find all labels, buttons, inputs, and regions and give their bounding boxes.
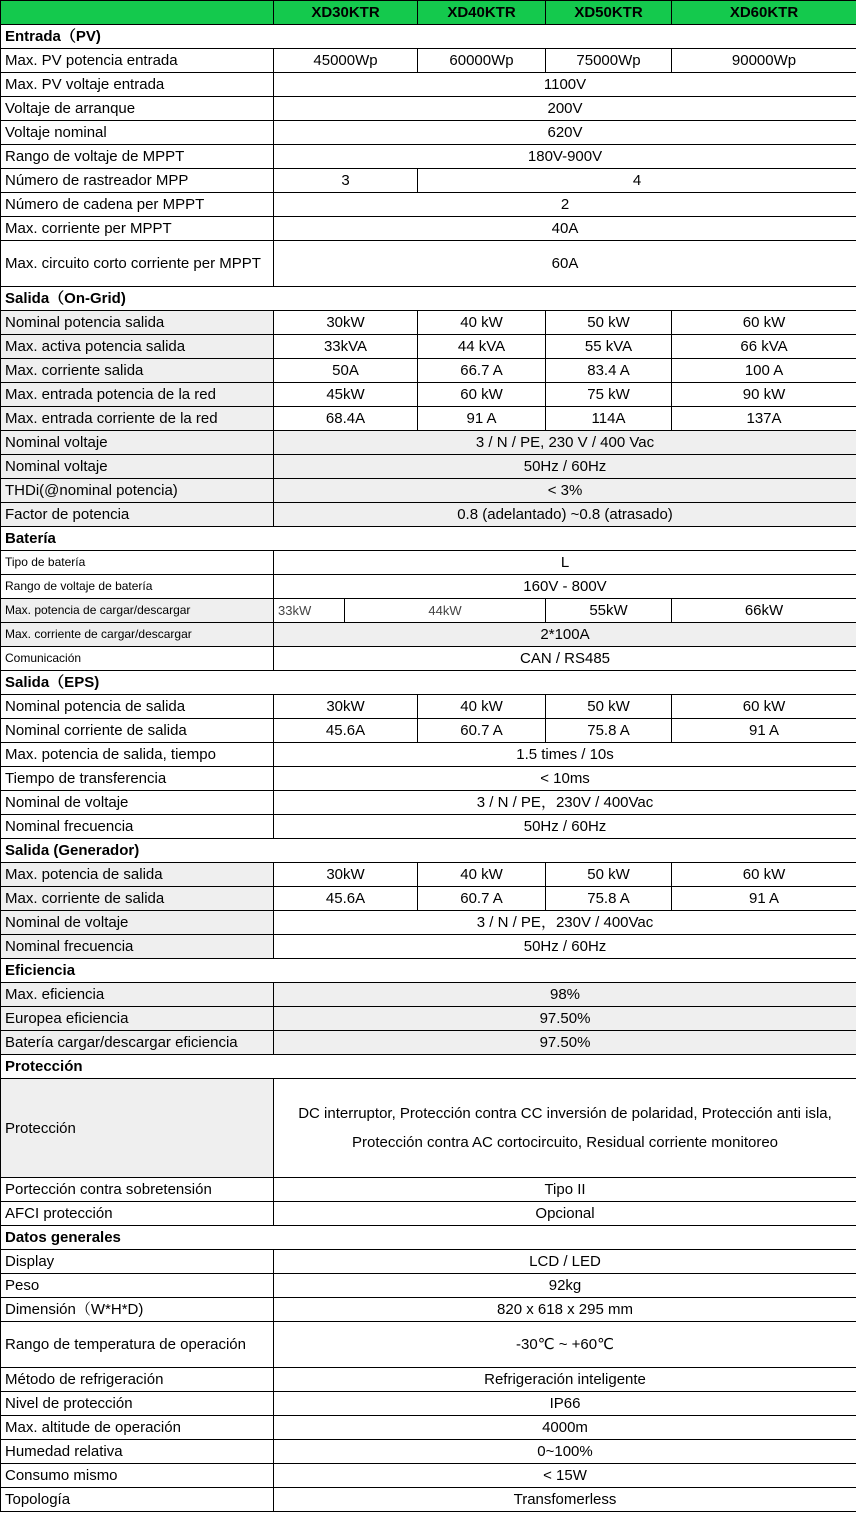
row-value: 200V (274, 97, 856, 121)
row-value: 30kW (274, 863, 418, 887)
table-row (1, 169, 856, 193)
row-label: Max. corriente salida (1, 359, 274, 383)
row-value: 620V (274, 121, 856, 145)
row-value: 1100V (274, 73, 856, 97)
row-value: 180V-900V (274, 145, 856, 169)
row-value: 60.7 A (418, 887, 546, 911)
table-row (1, 1392, 856, 1416)
row-label: Voltaje de arranque (1, 97, 274, 121)
row-label: Nominal potencia salida (1, 311, 274, 335)
table-row (1, 241, 856, 287)
row-value: IP66 (274, 1392, 856, 1416)
row-value: 75.8 A (546, 887, 672, 911)
table-row (1, 695, 856, 719)
row-value: Tipo II (274, 1178, 856, 1202)
row-value: 90000Wp (672, 49, 856, 73)
row-value: 2*100A (274, 623, 856, 647)
row-label: Número de rastreador MPP (1, 169, 274, 193)
row-value: 60A (274, 241, 856, 287)
header-corner (1, 1, 274, 25)
table-row (1, 1079, 856, 1178)
row-value: 60 kW (418, 383, 546, 407)
section-title-salida-generador: Salida (Generador) (1, 839, 856, 863)
row-value: 50 kW (546, 311, 672, 335)
table-row (1, 1250, 856, 1274)
table-row (1, 145, 856, 169)
table-row (1, 407, 856, 431)
table-row (1, 623, 856, 647)
row-label: Max. corriente per MPPT (1, 217, 274, 241)
row-label: Batería cargar/descargar eficiencia (1, 1031, 274, 1055)
row-label: Europea eficiencia (1, 1007, 274, 1031)
row-label: Dimensión（W*H*D) (1, 1298, 274, 1322)
row-label: Max. potencia de salida, tiempo (1, 743, 274, 767)
row-label: AFCI protección (1, 1202, 274, 1226)
row-value: 75000Wp (546, 49, 672, 73)
section-row (1, 839, 856, 863)
table-row (1, 1368, 856, 1392)
row-value: 820 x 618 x 295 mm (274, 1298, 856, 1322)
table-row (1, 49, 856, 73)
row-value: 0~100% (274, 1440, 856, 1464)
row-value: 91 A (672, 719, 856, 743)
row-value: 100 A (672, 359, 856, 383)
model-header: XD40KTR (418, 1, 546, 25)
row-value: 45.6A (274, 887, 418, 911)
table-row (1, 983, 856, 1007)
row-value: 50 kW (546, 695, 672, 719)
table-row (1, 455, 856, 479)
section-row (1, 1226, 856, 1250)
row-label: Nominal de voltaje (1, 791, 274, 815)
model-header: XD60KTR (672, 1, 856, 25)
table-row (1, 479, 856, 503)
row-label: Max. potencia de cargar/descargar (1, 599, 274, 623)
row-value: 55 kVA (546, 335, 672, 359)
table-row (1, 383, 856, 407)
table-row (1, 719, 856, 743)
row-value: 137A (672, 407, 856, 431)
row-value: LCD / LED (274, 1250, 856, 1274)
row-label: Max. potencia de salida (1, 863, 274, 887)
table-row (1, 1178, 856, 1202)
table-row (1, 1416, 856, 1440)
row-label: Nominal potencia de salida (1, 695, 274, 719)
row-value: 114A (546, 407, 672, 431)
row-value: 60.7 A (418, 719, 546, 743)
table-row (1, 1464, 856, 1488)
section-title-entrada: Entrada（PV) (1, 25, 856, 49)
row-label: Display (1, 1250, 274, 1274)
row-value: 55kW (546, 599, 672, 623)
section-row (1, 287, 856, 311)
row-value: 50A (274, 359, 418, 383)
row-value: 50Hz / 60Hz (274, 455, 856, 479)
table-row (1, 935, 856, 959)
table-row (1, 743, 856, 767)
table-row (1, 1007, 856, 1031)
row-label: Max. PV voltaje entrada (1, 73, 274, 97)
row-value: 66 kVA (672, 335, 856, 359)
table-row (1, 551, 856, 575)
row-label: THDi(@nominal potencia) (1, 479, 274, 503)
row-value: 1.5 times / 10s (274, 743, 856, 767)
model-header: XD50KTR (546, 1, 672, 25)
row-label: Max. activa potencia salida (1, 335, 274, 359)
row-label: Tipo de batería (1, 551, 274, 575)
row-label: Portección contra sobretensión (1, 1178, 274, 1202)
row-label: Nominal voltaje (1, 431, 274, 455)
section-title-proteccion: Protección (1, 1055, 856, 1079)
row-value: 160V - 800V (274, 575, 856, 599)
row-label: Nominal voltaje (1, 455, 274, 479)
table-row (1, 647, 856, 671)
row-value: DC interruptor, Protección contra CC inversión de polaridad, Protección anti isla, Protección contra AC cortocircuito, Residual corriente monitoreo (274, 1079, 856, 1178)
row-label: Rango de temperatura de operación (1, 1322, 274, 1368)
table-row (1, 193, 856, 217)
table-row (1, 767, 856, 791)
row-value: 3 / N / PE，230V / 400Vac (274, 911, 856, 935)
row-value: 66.7 A (418, 359, 546, 383)
table-row (1, 1322, 856, 1368)
table-row (1, 121, 856, 145)
row-value: < 3% (274, 479, 856, 503)
table-row (1, 1274, 856, 1298)
section-row (1, 1055, 856, 1079)
row-value: 91 A (418, 407, 546, 431)
row-label: Max. eficiencia (1, 983, 274, 1007)
row-value: Transfomerless (274, 1488, 856, 1512)
row-label: Comunicación (1, 647, 274, 671)
table-row (1, 97, 856, 121)
row-label: Número de cadena per MPPT (1, 193, 274, 217)
row-value: 60 kW (672, 695, 856, 719)
row-value: 92kg (274, 1274, 856, 1298)
table-row (1, 217, 856, 241)
section-title-eficiencia: Eficiencia (1, 959, 856, 983)
row-label: Nivel de protección (1, 1392, 274, 1416)
row-label: Tiempo de transferencia (1, 767, 274, 791)
row-label: Humedad relativa (1, 1440, 274, 1464)
model-header: XD30KTR (274, 1, 418, 25)
row-label: Nominal corriente de salida (1, 719, 274, 743)
row-value: CAN / RS485 (274, 647, 856, 671)
row-value: 98% (274, 983, 856, 1007)
row-value: Refrigeración inteligente (274, 1368, 856, 1392)
row-value: 40 kW (418, 311, 546, 335)
table-row (1, 73, 856, 97)
section-row (1, 527, 856, 551)
section-row (1, 25, 856, 49)
section-row (1, 671, 856, 695)
table-row (1, 1031, 856, 1055)
row-value: 40A (274, 217, 856, 241)
table-row (1, 791, 856, 815)
row-value: 33kW (274, 599, 345, 623)
row-value: 90 kW (672, 383, 856, 407)
section-title-datos-generales: Datos generales (1, 1226, 856, 1250)
table-row (1, 359, 856, 383)
row-label: Nominal frecuencia (1, 935, 274, 959)
table-row (1, 863, 856, 887)
row-label: Protección (1, 1079, 274, 1178)
row-value: < 15W (274, 1464, 856, 1488)
row-value: 44kW (345, 599, 546, 623)
row-value: 0.8 (adelantado) ~0.8 (atrasado) (274, 503, 856, 527)
table-row (1, 599, 856, 623)
row-value: 40 kW (418, 863, 546, 887)
row-value: 83.4 A (546, 359, 672, 383)
row-value: 68.4A (274, 407, 418, 431)
table-row (1, 911, 856, 935)
row-label: Max. corriente de cargar/descargar (1, 623, 274, 647)
row-value: 50Hz / 60Hz (274, 935, 856, 959)
table-row (1, 431, 856, 455)
header-row (1, 1, 856, 25)
row-label: Rango de voltaje de MPPT (1, 145, 274, 169)
row-label: Rango de voltaje de batería (1, 575, 274, 599)
row-value: 75 kW (546, 383, 672, 407)
row-value: 44 kVA (418, 335, 546, 359)
row-label: Max. entrada potencia de la red (1, 383, 274, 407)
row-label: Consumo mismo (1, 1464, 274, 1488)
table-row (1, 575, 856, 599)
row-value: 30kW (274, 311, 418, 335)
row-label: Método de refrigeración (1, 1368, 274, 1392)
table-row (1, 1298, 856, 1322)
row-label: Max. altitude de operación (1, 1416, 274, 1440)
row-label: Nominal de voltaje (1, 911, 274, 935)
row-label: Nominal frecuencia (1, 815, 274, 839)
table-row (1, 1202, 856, 1226)
row-value: 60 kW (672, 311, 856, 335)
row-value: 4 (418, 169, 856, 193)
table-row (1, 335, 856, 359)
section-row (1, 959, 856, 983)
row-value: 97.50% (274, 1031, 856, 1055)
row-value: Opcional (274, 1202, 856, 1226)
row-value: 66kW (672, 599, 856, 623)
row-value: 33kVA (274, 335, 418, 359)
section-title-salida-grid: Salida（On-Grid) (1, 287, 856, 311)
row-value: 2 (274, 193, 856, 217)
table-row (1, 311, 856, 335)
row-value: L (274, 551, 856, 575)
row-label: Factor de potencia (1, 503, 274, 527)
row-value: 3 (274, 169, 418, 193)
row-value: 3 / N / PE，230V / 400Vac (274, 791, 856, 815)
table-row (1, 1488, 856, 1512)
row-value: 40 kW (418, 695, 546, 719)
row-value: < 10ms (274, 767, 856, 791)
row-value: 45000Wp (274, 49, 418, 73)
row-value: 97.50% (274, 1007, 856, 1031)
row-label: Topología (1, 1488, 274, 1512)
row-value: -30℃ ~ +60℃ (274, 1322, 856, 1368)
row-value: 45kW (274, 383, 418, 407)
row-label: Voltaje nominal (1, 121, 274, 145)
row-value: 60 kW (672, 863, 856, 887)
row-label: Max. entrada corriente de la red (1, 407, 274, 431)
section-title-salida-eps: Salida（EPS) (1, 671, 856, 695)
row-value: 4000m (274, 1416, 856, 1440)
table-row (1, 503, 856, 527)
row-label: Peso (1, 1274, 274, 1298)
row-value: 75.8 A (546, 719, 672, 743)
row-value: 30kW (274, 695, 418, 719)
row-value: 45.6A (274, 719, 418, 743)
row-label: Max. circuito corto corriente per MPPT (1, 241, 274, 287)
row-value: 50Hz / 60Hz (274, 815, 856, 839)
row-value: 3 / N / PE, 230 V / 400 Vac (274, 431, 856, 455)
row-value: 50 kW (546, 863, 672, 887)
row-label: Max. PV potencia entrada (1, 49, 274, 73)
table-row (1, 1440, 856, 1464)
table-row (1, 815, 856, 839)
table-row (1, 887, 856, 911)
section-title-bateria: Batería (1, 527, 856, 551)
row-label: Max. corriente de salida (1, 887, 274, 911)
row-value: 60000Wp (418, 49, 546, 73)
row-value: 91 A (672, 887, 856, 911)
